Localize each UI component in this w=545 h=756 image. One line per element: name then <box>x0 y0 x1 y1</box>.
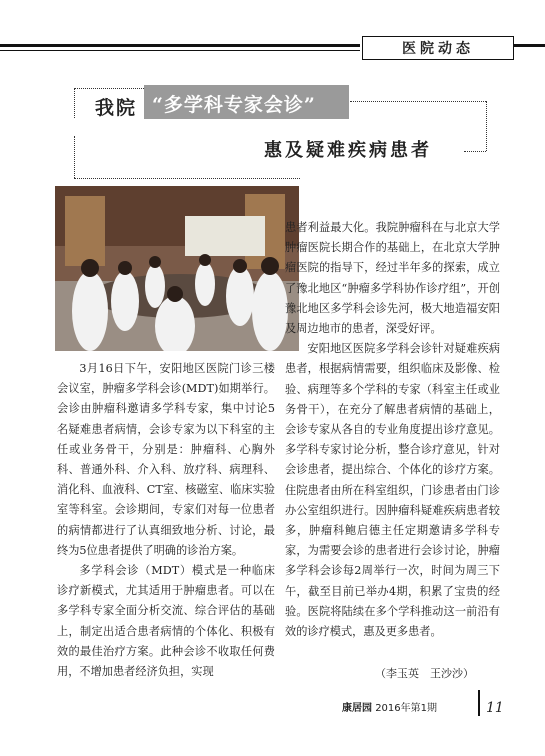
meeting-photo <box>55 186 299 351</box>
paragraph-2: 多学科会诊（MDT）模式是一种临床诊疗新模式，尤其适用于肿瘤患者。可以在多学科专家全面分析交流、综合评估的基础上，制定出适合患者病情的个体化、积极有效的最佳治疗方案。此种会诊不收取任何费用，不增加患者经济负担，实现 <box>57 564 275 679</box>
title-line2: 惠及疑难疾病患者 <box>264 140 432 161</box>
author-credit: （李玉英 王沙沙） <box>375 667 474 680</box>
paragraph-2-continued: 患者利益最大化。我院肿瘤科在与北京大学肿瘤医院长期合作的基础上，在北京大学肿瘤医院的指导下，经过半年多的探索，成立了豫北地区“肿瘤多学科协作诊疗组”，开创豫北地区多学科会诊先河，极大地造福安阳及周边地市的患者，深受好评。 <box>285 221 500 336</box>
title-prefix: 我院 <box>95 97 138 119</box>
footer-brand: 康居园 <box>342 703 372 714</box>
meeting-photo-illustration <box>55 186 299 351</box>
section-title: 医院动态 <box>402 41 474 57</box>
footer-issue <box>342 699 437 714</box>
article-column-right <box>285 218 500 642</box>
article-column-left <box>57 359 275 682</box>
paragraph-1: 3月16日下午，安阳地区医院门诊三楼会议室，肿瘤多学科会诊(MDT)如期举行。会诊由肿瘤科邀请多学科专家，集中讨论5名疑难患者病情，会诊专家为以下科室的主任或业务骨干，分别是：肿瘤科、心胸外科、普通外科、介入科、放疗科、病理科、消化科、血液科、CT室、核磁室、临床实验室等科室。会诊期间，专家们对每一位患者的病情都进行了认真细致地分析、讨论，最终为5位患者提供了明确的诊治方案。 <box>57 362 275 557</box>
title-highlight: “多学科专家会诊” <box>152 94 316 116</box>
section-tag <box>362 36 514 60</box>
header-rule-right <box>513 44 545 47</box>
header-rule-thin <box>0 50 360 51</box>
title-dotted-end <box>464 151 486 152</box>
title-dotted-bottom <box>74 178 300 179</box>
title-dotted-top <box>74 88 144 89</box>
title-dotted-right <box>350 101 486 102</box>
title-dotted-left <box>74 88 75 118</box>
paragraph-3: 安阳地区医院多学科会诊针对疑难疾病患者，根据病情需要，组织临床及影像、检验、病理等多个学科的专家（科室主任或业务骨干），在充分了解患者病情的基础上，会诊专家从各自的专业角度提出诊疗意见。多学科专家讨论分析，整合诊疗意见，针对会诊患者，提出综合、个体化的诊疗方案。住院患者由所在科室组织，门诊患者由门诊办公室组织进行。因肿瘤科疑难疾病患者较多，肿瘤科鲍启德主任定期邀请多学科专家，为需要会诊的患者进行会诊讨论，肿瘤多学科会诊每2周举行一次，时间为周三下午，截至目前已举办4期，积累了宝贵的经验。医院将陆续在多个学科推动这一前沿有效的诊疗模式，惠及更多患者。 <box>285 342 500 639</box>
footer-divider <box>478 690 480 716</box>
page-number: 11 <box>486 700 504 716</box>
title-dotted-left-low <box>74 136 75 178</box>
footer-issue-text: 2016年第1期 <box>375 703 437 714</box>
title-dotted-vertical <box>486 101 487 151</box>
header-rule <box>0 44 360 47</box>
